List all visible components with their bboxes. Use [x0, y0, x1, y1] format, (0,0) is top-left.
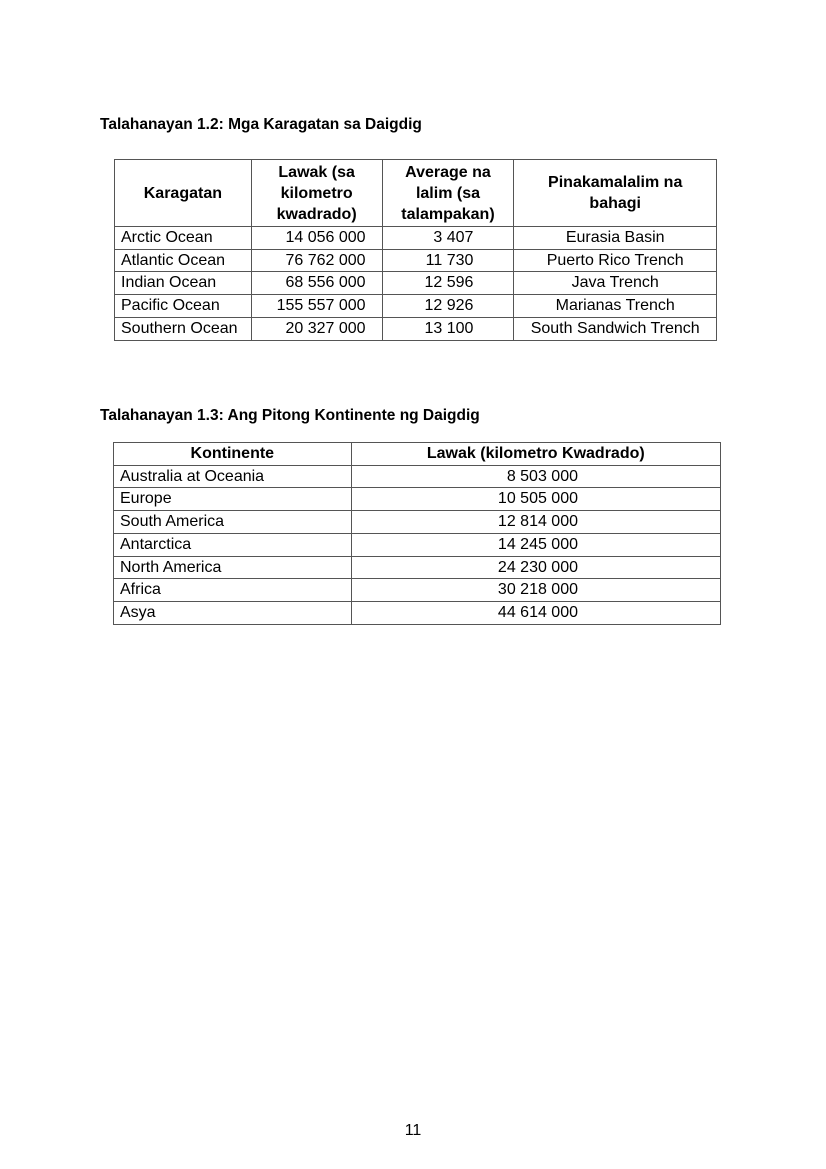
table-cell: 44 614 000: [351, 601, 720, 624]
table-row: [114, 579, 721, 602]
table-row: [115, 227, 717, 250]
table-cell: 3 407: [382, 227, 514, 250]
table-cell: Pacific Ocean: [115, 295, 252, 318]
table-cell: Puerto Rico Trench: [514, 249, 717, 272]
table-cell: Indian Ocean: [115, 272, 252, 295]
table-row: [114, 511, 721, 534]
page-number: 11: [404, 1122, 422, 1139]
table-cell: Arctic Ocean: [115, 227, 252, 250]
table-cell: 10 505 000: [351, 488, 720, 511]
table-cell: 13 100: [382, 317, 514, 340]
table-cell: Java Trench: [514, 272, 717, 295]
table-cell: Southern Ocean: [115, 317, 252, 340]
column-header: Pinakamalalim na bahagi: [514, 160, 717, 227]
table-cell: 24 230 000: [351, 556, 720, 579]
table-cell: 12 926: [382, 295, 514, 318]
table-row: [114, 601, 721, 624]
table-cell: Atlantic Ocean: [115, 249, 252, 272]
table-row: [115, 249, 717, 272]
table-cell: Antarctica: [114, 533, 352, 556]
column-header: Average na lalim (sa talampakan): [382, 160, 514, 227]
table-1-title: Talahanayan 1.2: Mga Karagatan sa Daigdig: [100, 116, 422, 133]
table-cell: Africa: [114, 579, 352, 602]
table-cell: 14 056 000: [251, 227, 382, 250]
table-row: [114, 465, 721, 488]
table-cell: North America: [114, 556, 352, 579]
table-cell: 12 596: [382, 272, 514, 295]
table-cell: 14 245 000: [351, 533, 720, 556]
table-row: [115, 295, 717, 318]
table-cell: 20 327 000: [251, 317, 382, 340]
table-row: [114, 556, 721, 579]
table-cell: Eurasia Basin: [514, 227, 717, 250]
table-cell: 76 762 000: [251, 249, 382, 272]
table-cell: 11 730: [382, 249, 514, 272]
table-cell: Australia at Oceania: [114, 465, 352, 488]
table-header-row: [115, 160, 717, 227]
table-cell: Marianas Trench: [514, 295, 717, 318]
oceans-table: [114, 159, 717, 341]
table-cell: South America: [114, 511, 352, 534]
column-header: Kontinente: [114, 443, 352, 466]
column-header: Lawak (sa kilometro kwadrado): [251, 160, 382, 227]
table-cell: 155 557 000: [251, 295, 382, 318]
table-header-row: [114, 443, 721, 466]
table-row: [115, 272, 717, 295]
table-cell: 12 814 000: [351, 511, 720, 534]
table-cell: 30 218 000: [351, 579, 720, 602]
table-cell: South Sandwich Trench: [514, 317, 717, 340]
column-header: Karagatan: [115, 160, 252, 227]
table-row: [114, 533, 721, 556]
table-cell: Asya: [114, 601, 352, 624]
continents-table: [113, 442, 721, 625]
table-2-title: Talahanayan 1.3: Ang Pitong Kontinente ng Daigdig: [100, 407, 480, 424]
column-header: Lawak (kilometro Kwadrado): [351, 443, 720, 466]
table-cell: 8 503 000: [351, 465, 720, 488]
table-cell: Europe: [114, 488, 352, 511]
table-row: [115, 317, 717, 340]
table-cell: 68 556 000: [251, 272, 382, 295]
table-row: [114, 488, 721, 511]
